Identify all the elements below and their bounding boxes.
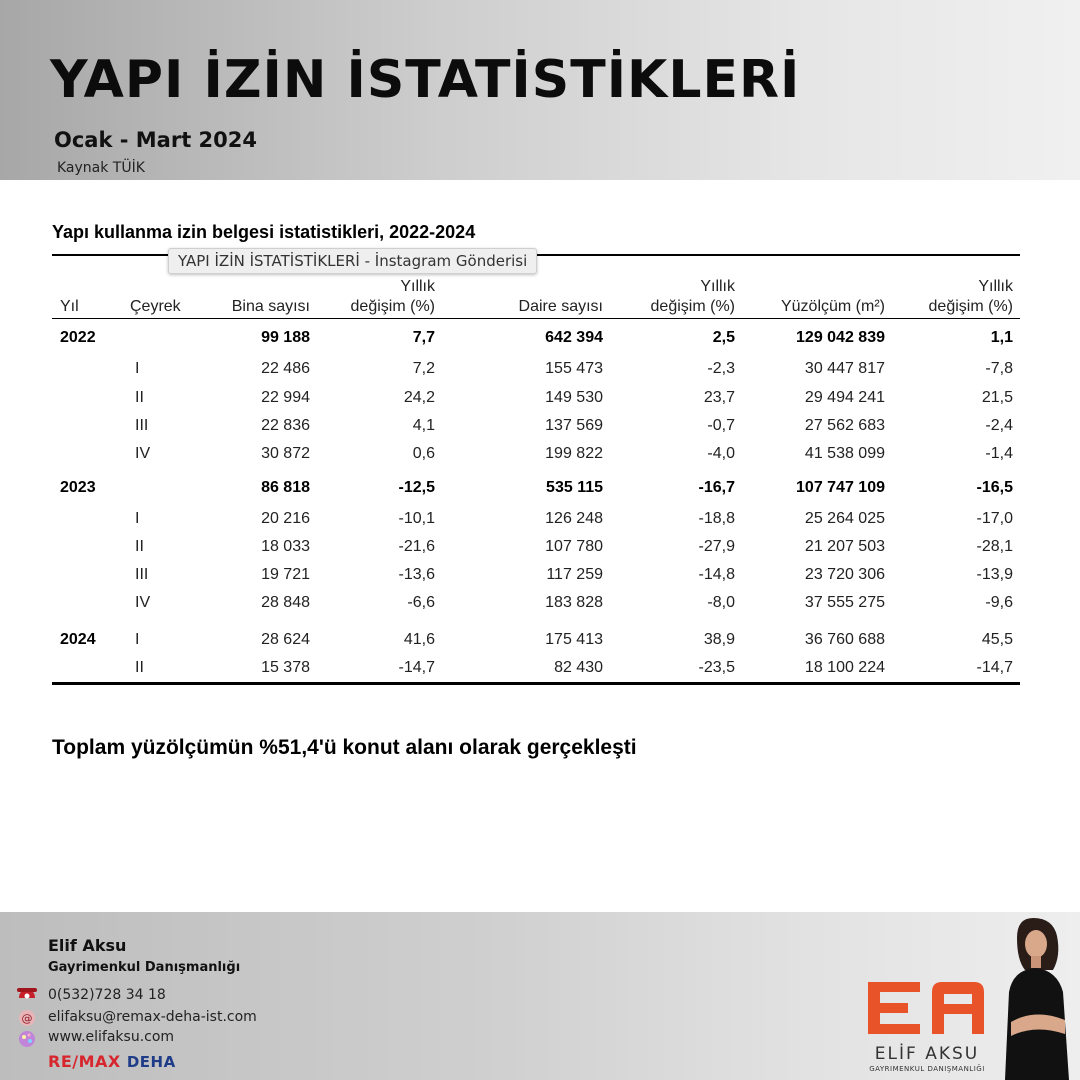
cell-yuzolcum: 129 042 839 xyxy=(796,329,885,346)
cell-bina: 19 721 xyxy=(261,566,310,583)
cell-ceyrek: III xyxy=(135,417,149,434)
col-header-yuz-deg-2: değişim (%) xyxy=(928,298,1013,315)
agent-role: Gayrimenkul Danışmanlığı xyxy=(48,960,241,975)
cell-daire: 199 822 xyxy=(545,445,603,462)
source-label: Kaynak TÜİK xyxy=(57,160,145,176)
cell-yil: 2022 xyxy=(60,329,96,346)
col-header-daire-deg-2: değişim (%) xyxy=(650,298,735,315)
logo-tagline: GAYRIMENKUL DANIŞMANLIĞI xyxy=(869,1065,985,1073)
cell-daire: 117 259 xyxy=(546,566,603,583)
table-row xyxy=(52,566,1020,592)
cell-yuzolcum: 30 447 817 xyxy=(804,360,885,377)
cell-daire-deg: -4,0 xyxy=(707,445,735,462)
cell-ceyrek: IV xyxy=(135,594,151,611)
cell-bina: 20 216 xyxy=(261,510,310,527)
summary-text: Toplam yüzölçümün %51,4'ü konut alanı olarak gerçekleşti xyxy=(52,736,637,759)
col-header-bina-deg-1: Yıllık xyxy=(400,278,435,295)
globe-icon xyxy=(16,1029,38,1049)
cell-daire-deg: -0,7 xyxy=(707,417,735,434)
logo-name: ELİF AKSU xyxy=(874,1044,980,1064)
cell-bina: 28 624 xyxy=(261,631,310,648)
table-row xyxy=(52,360,1020,386)
cell-daire: 535 115 xyxy=(546,479,603,496)
cell-yuz-deg: -1,4 xyxy=(985,445,1013,462)
table-bottom-rule xyxy=(52,682,1020,685)
cell-yuzolcum: 18 100 224 xyxy=(804,659,885,676)
cell-daire: 107 780 xyxy=(545,538,603,555)
cell-daire-deg: -23,5 xyxy=(698,659,735,676)
cell-daire: 642 394 xyxy=(545,329,603,346)
cell-yil: 2023 xyxy=(60,479,96,496)
cell-yuz-deg: 45,5 xyxy=(981,631,1013,648)
phone-icon xyxy=(16,984,38,1004)
cell-yuzolcum: 107 747 109 xyxy=(796,479,885,496)
cell-yuz-deg: -14,7 xyxy=(976,659,1013,676)
cell-ceyrek: I xyxy=(135,631,140,648)
cell-daire-deg: -27,9 xyxy=(698,538,735,555)
cell-yuzolcum: 27 562 683 xyxy=(804,417,885,434)
cell-yuz-deg: -28,1 xyxy=(976,538,1013,555)
cell-bina-deg: 4,1 xyxy=(412,417,435,434)
phone-link[interactable]: 0(532)728 34 18 xyxy=(48,987,166,1003)
cell-bina-deg: -6,6 xyxy=(407,594,435,611)
cell-bina: 30 872 xyxy=(261,445,310,462)
cell-bina: 86 818 xyxy=(261,479,310,496)
cell-daire-deg: 2,5 xyxy=(712,329,735,346)
cell-yuzolcum: 21 207 503 xyxy=(804,538,885,555)
cell-bina-deg: 7,7 xyxy=(412,329,435,346)
cell-bina-deg: -14,7 xyxy=(398,659,435,676)
cell-yil: 2024 xyxy=(60,631,96,648)
table-row xyxy=(52,445,1020,471)
cell-daire-deg: 23,7 xyxy=(703,389,735,406)
cell-daire: 183 828 xyxy=(545,594,603,611)
cell-daire: 149 530 xyxy=(545,389,603,406)
cell-ceyrek: IV xyxy=(135,445,151,462)
remax-wordmark: RE/MAX xyxy=(48,1052,121,1071)
cell-yuzolcum: 37 555 275 xyxy=(804,594,885,611)
cell-yuzolcum: 41 538 099 xyxy=(804,445,885,462)
col-header-daire-deg-1: Yıllık xyxy=(700,278,735,295)
cell-daire-deg: 38,9 xyxy=(703,631,735,648)
col-header-ceyrek: Çeyrek xyxy=(130,298,181,315)
agent-name: Elif Aksu xyxy=(48,936,127,955)
cell-bina-deg: -10,1 xyxy=(398,510,435,527)
table-row xyxy=(52,538,1020,564)
col-header-bina-deg-2: değişim (%) xyxy=(350,298,435,315)
cell-ceyrek: II xyxy=(135,538,144,555)
cell-daire: 82 430 xyxy=(554,659,603,676)
cell-bina: 22 836 xyxy=(261,417,310,434)
cell-ceyrek: I xyxy=(135,360,140,377)
cell-bina-deg: 7,2 xyxy=(412,360,435,377)
cell-daire: 137 569 xyxy=(545,417,603,434)
table-row xyxy=(52,631,1020,657)
cell-daire-deg: -16,7 xyxy=(698,479,735,496)
deha-wordmark: DEHA xyxy=(126,1053,176,1071)
cell-daire: 126 248 xyxy=(545,510,603,527)
cell-bina: 22 486 xyxy=(261,360,310,377)
cell-yuzolcum: 29 494 241 xyxy=(804,389,885,406)
page-title: YAPI İZİN İSTATİSTİKLERİ xyxy=(50,50,801,110)
cell-bina-deg: 24,2 xyxy=(403,389,435,406)
col-header-daire: Daire sayısı xyxy=(518,298,603,315)
cell-daire-deg: -8,0 xyxy=(707,594,735,611)
cell-bina-deg: -13,6 xyxy=(398,566,435,583)
cell-ceyrek: II xyxy=(135,659,144,676)
cell-bina: 22 994 xyxy=(261,389,310,406)
cell-yuz-deg: -17,0 xyxy=(976,510,1013,527)
cell-yuz-deg: -7,8 xyxy=(985,360,1013,377)
cell-bina: 15 378 xyxy=(261,659,310,676)
cell-yuzolcum: 36 760 688 xyxy=(804,631,885,648)
col-header-yuzolcum: Yüzölçüm (m²) xyxy=(780,298,885,315)
col-header-bina: Bina sayısı xyxy=(231,298,310,315)
table-row xyxy=(52,329,1020,355)
cell-daire-deg: -14,8 xyxy=(698,566,735,583)
cell-daire: 155 473 xyxy=(545,360,603,377)
cell-bina: 28 848 xyxy=(261,594,310,611)
email-link[interactable]: elifaksu@remax-deha-ist.com xyxy=(48,1009,257,1025)
cell-yuz-deg: -2,4 xyxy=(985,417,1013,434)
table-title: Yapı kullanma izin belgesi istatistikleri, 2022-2024 xyxy=(52,222,476,242)
cell-bina-deg: 0,6 xyxy=(412,445,435,462)
col-header-yil: Yıl xyxy=(60,298,79,315)
cell-yuz-deg: -13,9 xyxy=(976,566,1013,583)
cell-yuz-deg: 21,5 xyxy=(981,389,1013,406)
table-row xyxy=(52,417,1020,443)
cell-yuz-deg: 1,1 xyxy=(990,329,1013,346)
cell-yuzolcum: 25 264 025 xyxy=(804,510,885,527)
cell-ceyrek: I xyxy=(135,510,140,527)
table-row xyxy=(52,594,1020,620)
cell-bina: 99 188 xyxy=(261,329,310,346)
col-header-yuz-deg-1: Yıllık xyxy=(978,278,1013,295)
cell-yuz-deg: -16,5 xyxy=(976,479,1013,496)
remax-deha-logo xyxy=(48,1052,176,1071)
email-icon xyxy=(16,1007,38,1027)
website-link[interactable]: www.elifaksu.com xyxy=(48,1029,175,1045)
agent-portrait xyxy=(995,912,1080,1080)
cell-yuzolcum: 23 720 306 xyxy=(804,566,885,583)
hover-tooltip: YAPI İZİN İSTATİSTİKLERİ - İnstagram Gönderisi xyxy=(168,248,537,274)
cell-bina-deg: 41,6 xyxy=(403,631,435,648)
cell-daire-deg: -18,8 xyxy=(698,510,735,527)
table-row xyxy=(52,389,1020,415)
svg-text:@: @ xyxy=(21,1012,33,1025)
table-row xyxy=(52,510,1020,536)
cell-yuz-deg: -9,6 xyxy=(985,594,1013,611)
cell-bina-deg: -12,5 xyxy=(398,479,435,496)
cell-daire: 175 413 xyxy=(545,631,603,648)
table-header-rule xyxy=(52,318,1020,319)
cell-bina: 18 033 xyxy=(261,538,310,555)
cell-ceyrek: III xyxy=(135,566,149,583)
cell-bina-deg: -21,6 xyxy=(398,538,435,555)
table-row xyxy=(52,479,1020,505)
cell-ceyrek: II xyxy=(135,389,144,406)
period-subtitle: Ocak - Mart 2024 xyxy=(54,128,257,152)
cell-daire-deg: -2,3 xyxy=(707,360,735,377)
